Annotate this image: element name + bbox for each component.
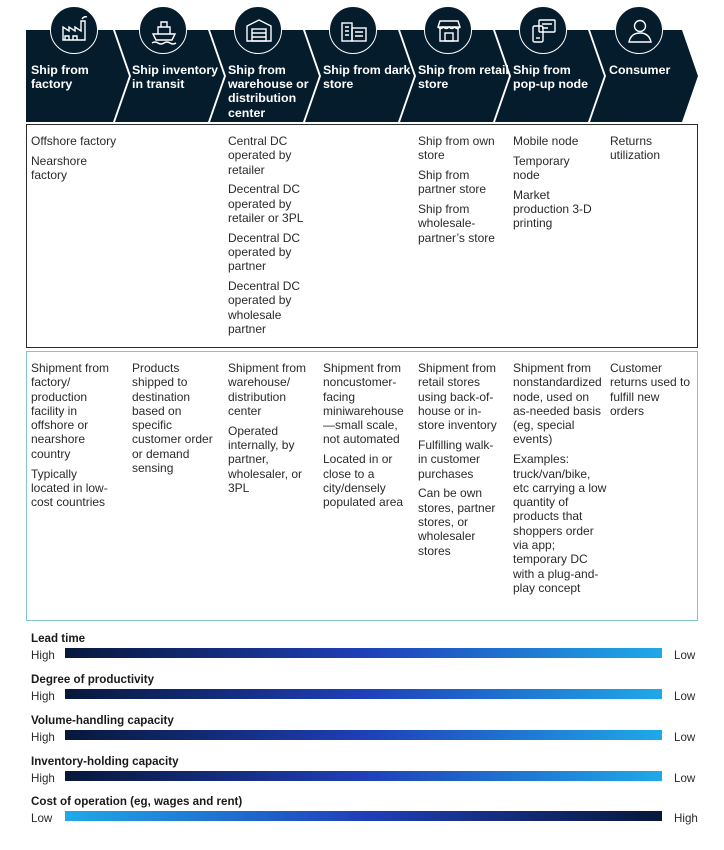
desc-item: Customer returns used to fulfill new orders [610,361,691,418]
desc-column-factory [31,361,119,515]
warehouse-icon [234,6,282,54]
node-item: Decentral DC operated by wholesale partner [228,279,301,337]
metric-left-label: High [31,649,55,662]
metric-left-label: High [31,731,55,744]
node-item: Returns utilization [610,134,661,163]
node-item: Ship from partner store [418,168,487,197]
node-column-factory [31,134,123,188]
stage-label-retail-store: Ship from retail store [418,63,509,92]
metric-right-label: Low [674,690,696,703]
node-item: Temporary node [513,153,570,183]
desc-column-warehouse [228,361,314,501]
node-item: Ship from wholesale-partner’s store [418,202,495,245]
desc-column-retail-store [418,361,502,563]
node-column-consumer [610,134,692,168]
gradient-bar [65,648,662,658]
metric-title: Cost of operation (eg, wages and rent) [31,795,243,808]
retail-store-icon [424,6,472,54]
node-item: Ship from own store [418,134,495,163]
dark-store-icon [329,6,377,54]
desc-item: Located in or close to a city/densely populated area [323,452,404,510]
metric-left-label: Low [31,812,53,825]
node-column-retail-store [418,134,500,251]
desc-item: Shipment from factory/ production facility in offshore or nearshore country [31,361,110,461]
desc-item: Can be own stores, partner stores, or wholesaler stores [418,486,496,558]
desc-item: Shipment from noncustomer-facing miniwarehouse —small scale, not automated [323,361,404,447]
supply-chain-stage-band [26,30,698,122]
gradient-bar [65,811,662,821]
pop-up-node-icon [519,6,567,54]
node-item: Mobile node [513,134,579,148]
metric-title: Degree of productivity [31,673,155,686]
node-item: Offshore factory [31,134,117,148]
gradient-bar [65,730,662,740]
node-item: Nearshore factory [31,153,88,183]
metric-title: Lead time [31,632,86,645]
metric-right-label: Low [674,772,696,785]
desc-item: Operated internally, by partner, wholesaler, or 3PL [228,423,303,495]
stage-label-warehouse: Ship from warehouse or distribution center [228,63,309,120]
metric-left-label: High [31,690,55,703]
desc-column-consumer [610,361,694,424]
desc-item: Products shipped to destination based on specific customer order or demand sensing [132,361,213,476]
metric-right-label: Low [674,649,696,662]
node-column-pop-up-node [513,134,593,236]
desc-column-in-transit [132,361,220,481]
stage-label-pop-up-node: Ship from pop-up node [513,63,589,92]
stage-label-dark-store: Ship from dark store [323,63,411,92]
consumer-icon [615,6,663,54]
desc-item: Shipment from warehouse/ distribution center [228,361,307,418]
stage-label-consumer: Consumer [609,63,671,77]
metric-right-label: High [674,812,698,825]
desc-item: Examples: truck/van/bike, etc carrying a low quantity of products that shoppers order via app; temporary DC with a plug-and-play concept [513,452,607,595]
descriptions-box [26,351,698,621]
metric-title: Inventory-holding capacity [31,755,179,768]
factory-icon [50,6,98,54]
stage-label-in-transit: Ship inventory in transit [132,63,219,92]
node-item: Market production 3-D printing [513,187,592,231]
node-item: Decentral DC operated by partner [228,230,301,274]
stage-label-factory: Ship from factory [31,63,89,92]
node-column-warehouse [228,134,308,342]
desc-item: Shipment from nonstandardized node, used on as-needed basis (eg, special events) [513,361,602,447]
node-item: Central DC operated by retailer [228,134,292,177]
node-types-box [26,124,698,348]
metric-left-label: High [31,772,55,785]
desc-item: Typically located in low-cost countries [31,466,108,510]
cargo-ship-icon [139,6,187,54]
desc-item: Fulfilling walk-in customer purchases [418,437,494,481]
metric-right-label: Low [674,731,696,744]
gradient-bar [65,689,662,699]
metric-title: Volume-handling capacity [31,714,174,727]
desc-column-pop-up-node [513,361,607,601]
gradient-bar [65,771,662,781]
desc-item: Shipment from retail stores using back-of-house or in-store inventory [418,361,497,433]
desc-column-dark-store [323,361,411,515]
node-item: Decentral DC operated by retailer or 3PL [228,182,304,225]
